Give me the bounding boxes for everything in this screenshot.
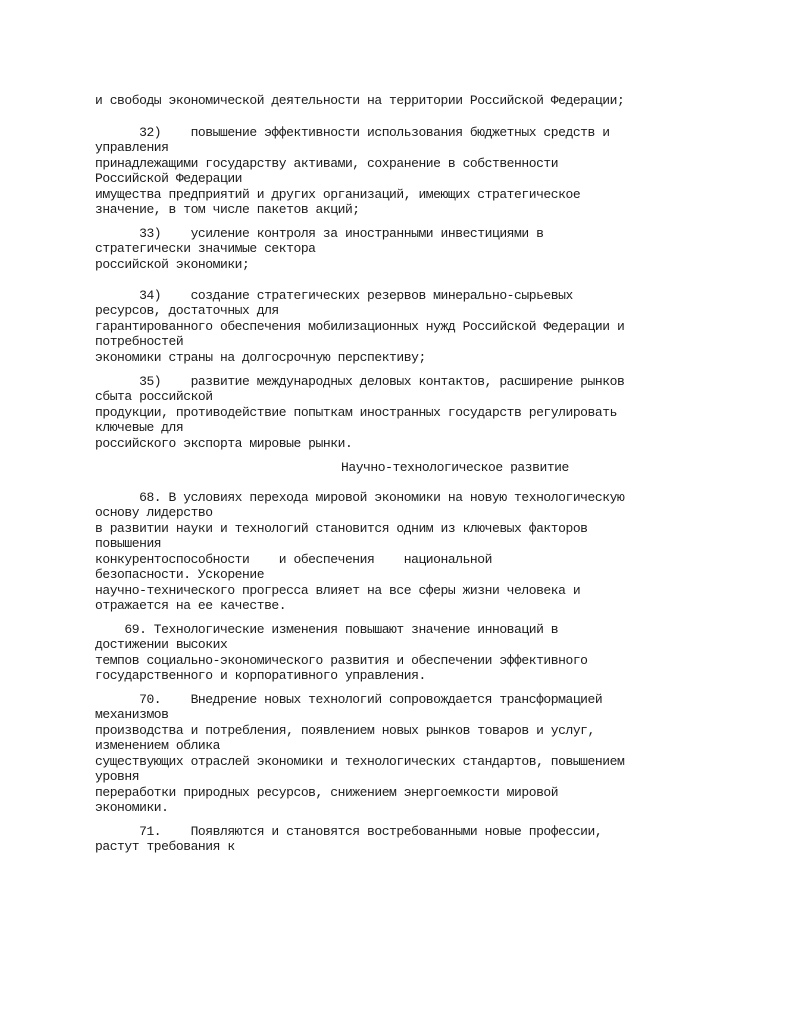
text-line: экономики. [95,800,169,815]
text-line: 32) повышение эффективности использования бюджетных средств и [95,125,610,140]
text-line: 34) создание стратегических резервов минерально-сырьевых [95,288,573,303]
text-line: российского экспорта мировые рынки. [95,436,353,451]
text-line: управления [95,140,169,155]
text-line: уровня [95,769,140,784]
text-line: российской экономики; [95,257,250,272]
text-line: Российской Федерации [95,171,243,186]
text-line: 35) развитие международных деловых контактов, расширение рынков [95,374,625,389]
text-line: значение, в том числе пакетов акций; [95,202,360,217]
text-line: ресурсов, достаточных для [95,303,279,318]
text-line: существующих отраслей экономики и технологических стандартов, повышением [95,754,625,769]
text-line: ключевые для [95,420,184,435]
section-heading: Научно-технологическое развитие [341,460,569,475]
text-line: в развитии науки и технологий становится одним из ключевых факторов [95,521,588,536]
text-line: изменением облика [95,738,220,753]
text-line: и свободы экономической деятельности на территории Российской Федерации; [95,93,625,108]
text-line: 68. В условиях перехода мировой экономики на новую технологическую [95,490,625,505]
text-line: гарантированного обеспечения мобилизационных нужд Российской Федерации и [95,319,625,334]
text-line: 71. Появляются и становятся востребованными новые профессии, [95,824,603,839]
text-line: конкурентоспособности и обеспечения национальной [95,552,492,567]
text-line: 69. Технологические изменения повышают значение инноваций в [95,622,559,637]
text-line: темпов социально-экономического развития и обеспечении эффективного [95,653,588,668]
text-line: основу лидерство [95,505,213,520]
text-line: растут требования к [95,839,235,854]
text-line: экономики страны на долгосрочную перспективу; [95,350,426,365]
text-line: научно-технического прогресса влияет на все сферы жизни человека и [95,583,581,598]
text-line: продукции, противодействие попыткам иностранных государств регулировать [95,405,617,420]
text-line: 70. Внедрение новых технологий сопровождается трансформацией [95,692,603,707]
text-line: отражается на ее качестве. [95,598,287,613]
text-line: достижении высоких [95,637,228,652]
text-line: механизмов [95,707,169,722]
text-line: переработки природных ресурсов, снижением энергоемкости мировой [95,785,559,800]
text-line: 33) усиление контроля за иностранными инвестициями в [95,226,544,241]
text-line: имущества предприятий и других организаций, имеющих стратегическое [95,187,581,202]
text-line: принадлежащими государству активами, сохранение в собственности [95,156,559,171]
text-line: стратегически значимые сектора [95,241,316,256]
text-line: производства и потребления, появлением новых рынков товаров и услуг, [95,723,595,738]
text-line: государственного и корпоративного управления. [95,668,426,683]
text-line: повышения [95,536,162,551]
text-line: сбыта российской [95,389,213,404]
text-line: безопасности. Ускорение [95,567,265,582]
text-line: потребностей [95,334,184,349]
